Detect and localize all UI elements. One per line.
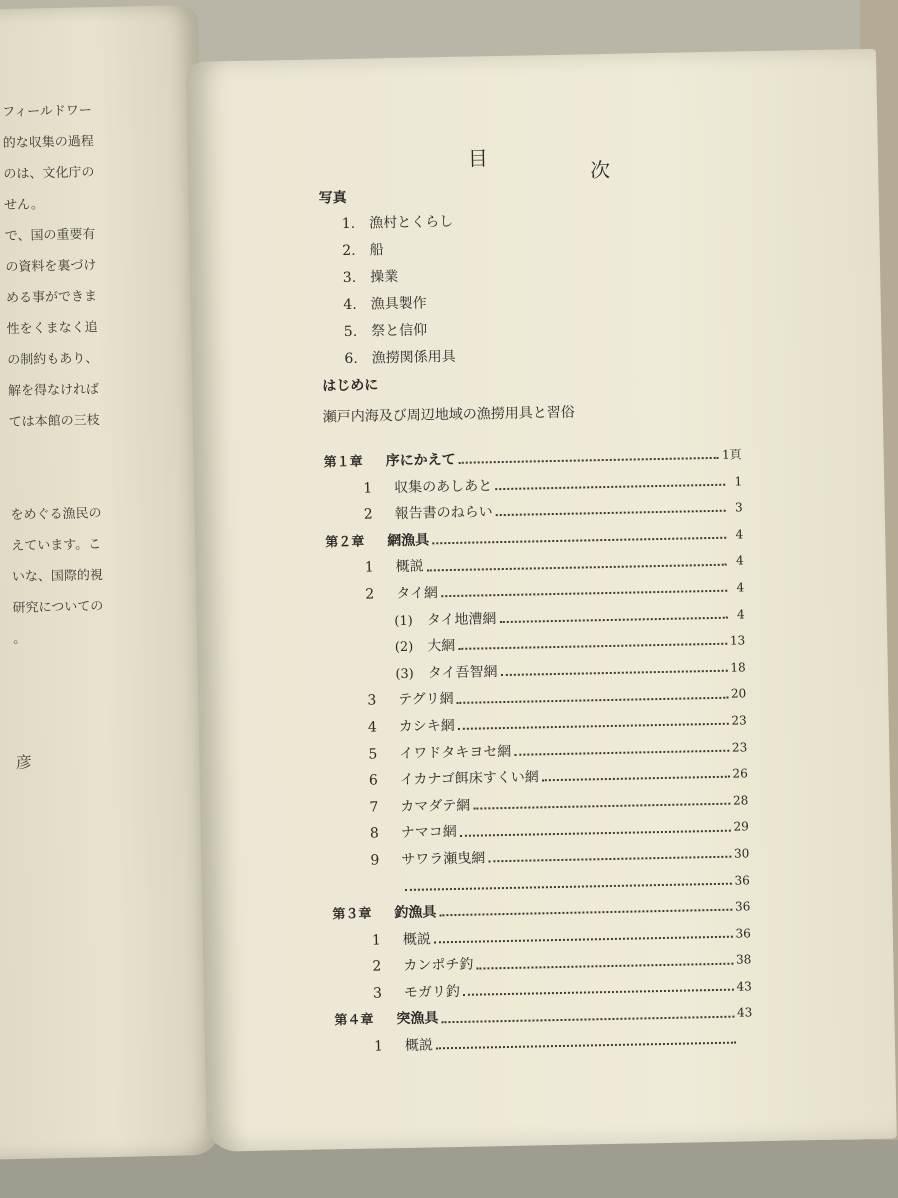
toc-entries: [323, 441, 753, 1061]
right-page: [186, 49, 897, 1152]
left-line: 彦: [15, 752, 32, 772]
section-number: 8: [369, 825, 380, 842]
photo-label: 祭と信仰: [371, 322, 428, 340]
section-number: 6: [368, 772, 378, 789]
photo-label: 船: [369, 242, 384, 259]
photo-label: 漁具製作: [370, 295, 427, 313]
section-number: 2: [372, 958, 382, 975]
page-number: 36: [734, 872, 750, 888]
section-number: 9: [370, 852, 380, 869]
leader-dots: [495, 484, 725, 490]
leader-dots: [542, 776, 730, 782]
section-number: 2: [365, 586, 375, 603]
page-number: 23: [731, 713, 747, 728]
leader-dots: [434, 936, 733, 944]
section-number: 1: [373, 1038, 384, 1055]
entry-title: 概説: [404, 1037, 434, 1055]
page-number: 4: [735, 553, 744, 568]
photo-number: 6.: [344, 350, 358, 368]
leader-dots: [476, 962, 733, 969]
leader-dots: [405, 882, 732, 890]
page-number: 4: [736, 580, 745, 595]
entry-title: イワドタキヨセ網: [399, 743, 512, 762]
photos-heading: 写真: [318, 189, 347, 207]
entry-title: 概説: [402, 931, 432, 948]
section-number: 1: [363, 480, 373, 497]
leader-dots: [496, 510, 726, 516]
section-number: 3: [372, 985, 383, 1002]
section-number: (2): [394, 639, 414, 656]
photo-number: 1.: [341, 215, 356, 233]
leader-dots: [458, 643, 727, 650]
left-line: えています。こ: [11, 537, 102, 555]
page-number: 1: [734, 473, 743, 489]
leader-dots: [457, 696, 728, 703]
photo-number: 2.: [342, 242, 356, 260]
left-line: せん。: [3, 197, 45, 214]
entry-title: 序にかえて: [385, 451, 456, 470]
section-number: [332, 891, 402, 892]
page-number: 29: [733, 819, 749, 834]
page-number: 28: [732, 793, 749, 808]
section-number: 3: [367, 692, 377, 709]
section-number: 4: [367, 719, 377, 736]
section-number: 2: [363, 506, 373, 523]
chapter-label: 第２章: [325, 534, 365, 551]
page-number: 20: [730, 686, 747, 701]
leader-dots: [514, 750, 729, 756]
section-number: 1: [364, 559, 374, 577]
entry-title: サワラ瀬曳網: [401, 850, 486, 868]
left-line: 解を得なければ: [7, 382, 100, 400]
entry-title: カシキ網: [398, 717, 455, 735]
leader-dots: [459, 457, 719, 464]
left-line: の制約もあり、: [7, 351, 99, 369]
leader-dots: [460, 829, 731, 836]
left-line: 。: [13, 631, 27, 648]
entry-title: 突漁具: [396, 1010, 439, 1028]
section-number: 7: [369, 799, 379, 816]
leader-dots: [439, 909, 732, 917]
left-line: 性をくまなく追: [6, 320, 98, 338]
entry-title: 報告書のねらい: [394, 504, 493, 523]
left-line: 的な収集の過程: [2, 134, 94, 152]
leader-dots: [488, 856, 731, 863]
left-line: ては本館の三枝: [8, 413, 100, 431]
page-number: 26: [732, 766, 748, 781]
page-number: 1頁: [721, 447, 742, 462]
left-line: 研究についての: [12, 599, 104, 617]
report-subtitle: 瀬戸内海及び周辺地域の漁撈用具と習俗: [322, 404, 575, 426]
chapter-label: 第３章: [332, 906, 372, 923]
leader-dots: [463, 989, 734, 996]
entry-title: イカナゴ餌床すくい網: [399, 769, 539, 789]
photo-number: 4.: [343, 296, 357, 314]
leader-dots: [441, 1015, 734, 1023]
leader-dots: [501, 670, 728, 676]
page-number: 13: [729, 633, 746, 648]
left-line: の資料を裏づけ: [5, 258, 97, 276]
chapter-label: 第１章: [323, 454, 363, 471]
entry-title: モガリ釣: [403, 983, 461, 1001]
page-number: 4: [735, 527, 744, 542]
entry-title: 網漁具: [387, 532, 430, 550]
table-of-contents: [318, 137, 754, 1061]
left-line: める事ができま: [5, 289, 98, 307]
photo-label: 漁撈関係用具: [371, 348, 456, 367]
leader-dots: [473, 803, 730, 810]
left-line: のは、文化庁の: [3, 165, 95, 183]
page-number: 18: [730, 660, 746, 675]
page-number: 36: [735, 926, 751, 941]
chapter-label: 第４章: [334, 1013, 374, 1029]
entry-title: テグリ網: [398, 691, 454, 709]
leader-dots: [432, 537, 726, 545]
page-number: 4: [736, 606, 745, 622]
photo-number: 5.: [343, 323, 358, 341]
photo-label: 操業: [370, 268, 399, 286]
entry-title: 概説: [395, 558, 424, 576]
leader-dots: [427, 563, 727, 571]
entry-title: カマダテ網: [400, 797, 471, 815]
section-number: 5: [368, 745, 378, 763]
entry-title: タイ地漕網: [426, 610, 497, 629]
leader-dots: [500, 617, 728, 623]
page-number: 23: [731, 739, 748, 755]
entry-title: タイ網: [396, 585, 439, 603]
entry-title: 収集のあしあと: [394, 477, 493, 496]
left-line: フィールドワー: [2, 103, 92, 121]
page-number: 30: [733, 846, 750, 861]
section-number: (3): [395, 666, 414, 682]
left-line: いな、国際的視: [11, 568, 104, 586]
section-number: 1: [371, 932, 382, 949]
entry-title: 釣漁具: [394, 904, 437, 922]
toc-title: [318, 137, 737, 185]
leader-dots: [436, 1042, 736, 1050]
entry-title: タイ吾智網: [427, 663, 498, 682]
intro-heading: はじめに: [322, 377, 379, 395]
entry-title: 大網: [427, 638, 456, 655]
left-line: で、国の重要有: [4, 227, 96, 245]
page-number: 43: [736, 979, 752, 994]
toc-title-char-2: 次: [589, 157, 613, 183]
leader-dots: [458, 723, 729, 730]
entry-title: カンポチ釣: [403, 956, 474, 975]
photo-list: [319, 203, 740, 373]
photo-label: 漁村とくらし: [368, 213, 454, 232]
photo-number: 3.: [342, 269, 357, 287]
page-number: 43: [736, 1005, 753, 1021]
page-number: 36: [734, 899, 751, 914]
entry-title: ナマコ網: [400, 824, 457, 842]
toc-title-char-1: 目: [467, 146, 491, 171]
section-number: (1): [394, 613, 413, 629]
page-number: 3: [734, 500, 743, 515]
left-page-text: [2, 93, 212, 778]
left-line: をめぐる漁民の: [10, 506, 102, 524]
page-number: 38: [735, 952, 752, 967]
leader-dots: [441, 590, 727, 597]
